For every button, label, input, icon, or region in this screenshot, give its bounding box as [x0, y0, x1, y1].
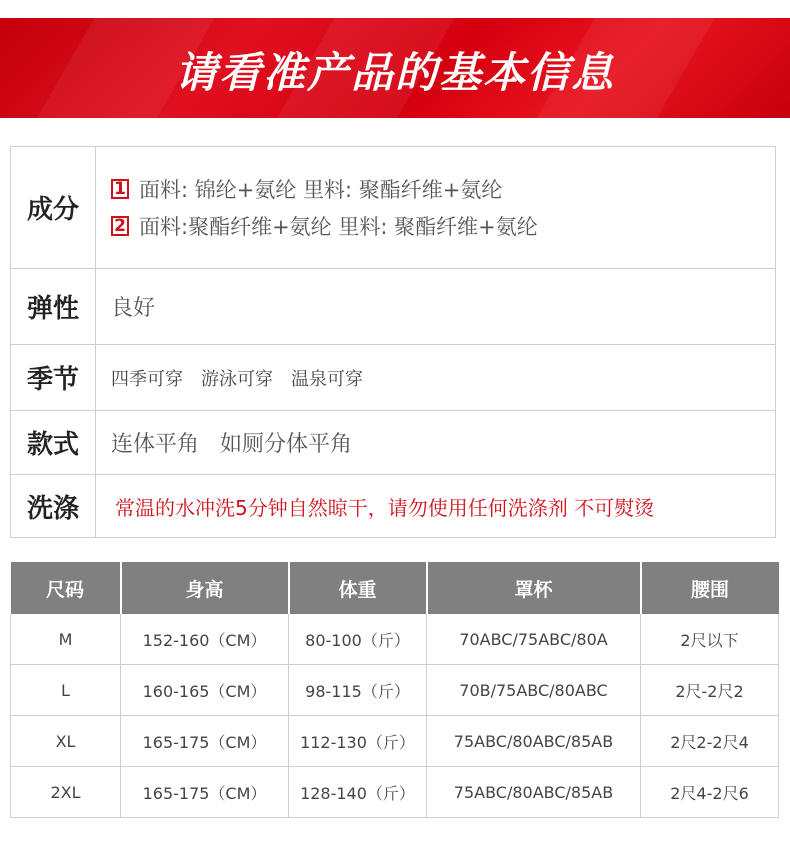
number-badge: 2	[111, 216, 129, 236]
washing-value: 常温的水冲洗5分钟自然晾干，请勿使用任何洗涤剂 不可熨烫	[115, 495, 655, 520]
title-banner	[0, 18, 790, 118]
table-cell: 80-100（斤）	[289, 614, 427, 665]
number-badge: 1	[111, 179, 129, 199]
table-cell: 2尺2-2尺4	[641, 716, 779, 767]
composition-list	[111, 147, 775, 268]
info-label: 弹性	[11, 269, 96, 344]
table-cell: 112-130（斤）	[289, 716, 427, 767]
table-cell: 128-140（斤）	[289, 767, 427, 818]
column-header: 罩杯	[427, 562, 641, 614]
info-label: 成分	[11, 147, 96, 268]
elasticity-value: 良好	[111, 296, 156, 321]
season-values	[111, 345, 775, 410]
info-row-style	[11, 411, 775, 475]
composition-text: 面料: 锦纶+氨纶 里料: 聚酯纤维+氨纶	[139, 178, 503, 202]
page-title: 请看准产品的基本信息	[174, 48, 615, 97]
info-row-season	[11, 345, 775, 411]
column-header: 腰围	[641, 562, 779, 614]
season-value: 游泳可穿	[201, 368, 273, 390]
table-cell: 2XL	[11, 767, 121, 818]
season-value: 温泉可穿	[291, 368, 363, 390]
table-row	[11, 665, 779, 716]
table-cell: 2尺4-2尺6	[641, 767, 779, 818]
table-cell: 2尺-2尺2	[641, 665, 779, 716]
column-header: 尺码	[11, 562, 121, 614]
table-row	[11, 716, 779, 767]
column-header: 身高	[121, 562, 289, 614]
table-cell: 70B/75ABC/80ABC	[427, 665, 641, 716]
table-cell: 165-175（CM）	[121, 716, 289, 767]
info-label: 款式	[11, 411, 96, 474]
table-cell: 160-165（CM）	[121, 665, 289, 716]
season-value: 四季可穿	[111, 368, 183, 390]
table-row	[11, 614, 779, 665]
table-cell: M	[11, 614, 121, 665]
table-cell: 152-160（CM）	[121, 614, 289, 665]
size-table	[10, 562, 779, 818]
composition-text: 面料:聚酯纤维+氨纶 里料: 聚酯纤维+氨纶	[139, 215, 538, 239]
table-cell: 2尺以下	[641, 614, 779, 665]
info-row-composition	[11, 147, 775, 269]
style-value: 连体平角 如厕分体平角	[111, 432, 352, 457]
table-cell: XL	[11, 716, 121, 767]
table-cell: 75ABC/80ABC/85AB	[427, 767, 641, 818]
info-row-elasticity	[11, 269, 775, 345]
composition-item	[111, 171, 502, 208]
table-cell: 75ABC/80ABC/85AB	[427, 716, 641, 767]
table-cell: 165-175（CM）	[121, 767, 289, 818]
size-table-header	[11, 562, 779, 614]
table-cell: 70ABC/75ABC/80A	[427, 614, 641, 665]
column-header: 体重	[289, 562, 427, 614]
table-cell: 98-115（斤）	[289, 665, 427, 716]
info-label: 洗涤	[11, 475, 96, 537]
info-label: 季节	[11, 345, 96, 410]
info-row-washing	[11, 475, 775, 537]
table-cell: L	[11, 665, 121, 716]
table-row	[11, 767, 779, 818]
product-info-table	[10, 146, 776, 538]
composition-item	[111, 208, 538, 245]
